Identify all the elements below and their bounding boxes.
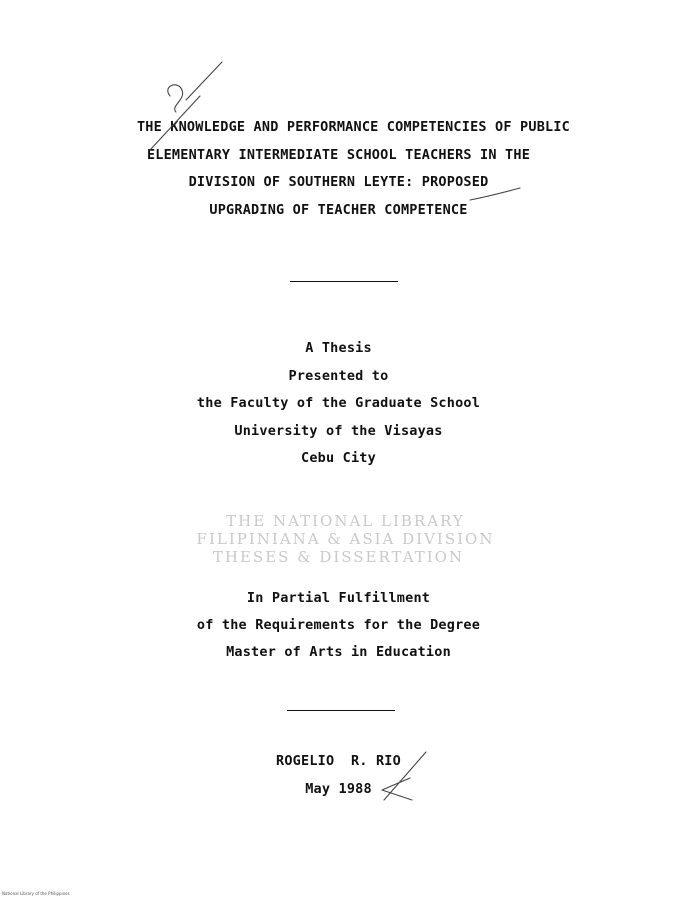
stamp-line-3: THESES & DISSERTATION (212, 548, 465, 566)
partial-fulfillment: In Partial Fulfillment (246, 590, 431, 606)
requirements-line: of the Requirements for the Degree (196, 617, 481, 633)
university-name: University of the Visayas (234, 423, 443, 439)
title-line-1: THE KNOWLEDGE AND PERFORMANCE COMPETENCIES OF PUBLIC (136, 119, 571, 135)
faculty-line: the Faculty of the Graduate School (196, 395, 481, 411)
presented-to: Presented to (288, 368, 389, 384)
title-line-2: ELEMENTARY INTERMEDIATE SCHOOL TEACHERS IN THE (146, 147, 531, 163)
pencil-number-mark (168, 85, 183, 112)
pencil-checkmark-title (470, 188, 520, 200)
stamp-line-2: FILIPINIANA & ASIA DIVISION (196, 530, 495, 548)
footer-credit: National Library of the Philippines (2, 891, 70, 896)
submission-date: May 1988 (305, 781, 372, 797)
thesis-label: A Thesis (305, 340, 372, 356)
city-name: Cebu City (301, 450, 376, 466)
stamp-line-1: THE NATIONAL LIBRARY (226, 512, 465, 530)
pencil-slash-title (150, 96, 200, 150)
title-line-4: UPGRADING OF TEACHER COMPETENCE (209, 202, 468, 218)
author-name: ROGELIO R. RIO (276, 753, 401, 769)
pencil-slash-top (186, 62, 222, 100)
degree-name: Master of Arts in Education (226, 644, 451, 660)
title-line-3: DIVISION OF SOUTHERN LEYTE: PROPOSED (188, 174, 489, 190)
